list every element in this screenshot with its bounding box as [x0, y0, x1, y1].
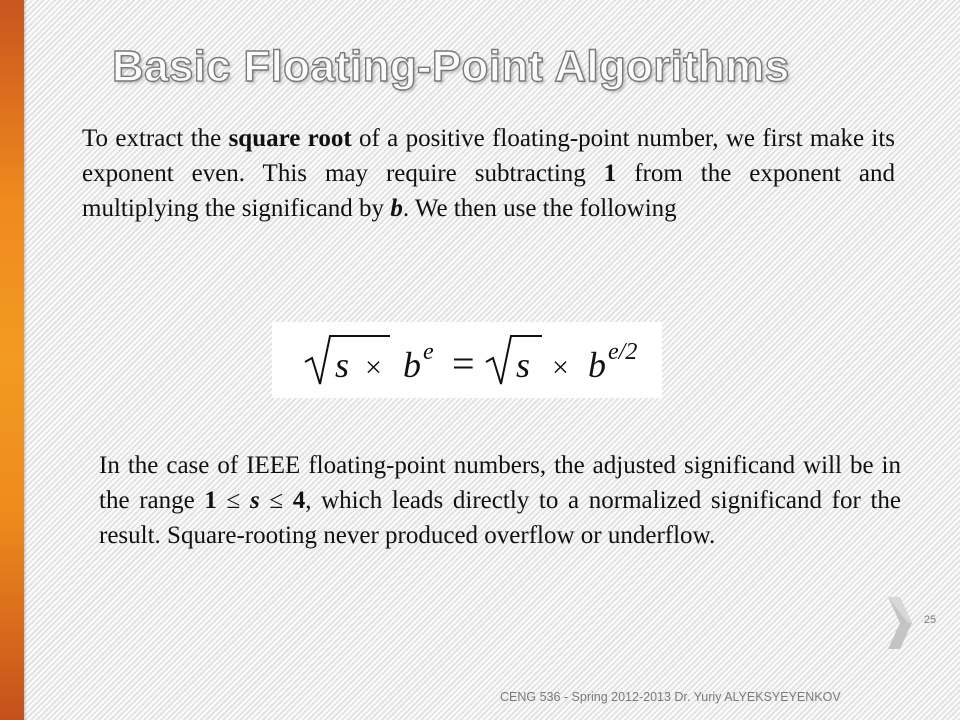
footer-text: CENG 536 - Spring 2012-2013 Dr. Yuriy ALYEKSYEYENKOV: [500, 690, 841, 704]
square-root-formula: [272, 322, 662, 398]
slide-number: 25: [923, 614, 937, 626]
formula-b1: b: [403, 345, 421, 385]
square-root-term: square root: [228, 125, 352, 152]
formula-times1: ×: [365, 351, 382, 384]
formula-b2: b: [588, 345, 606, 385]
slide-title: Basic Floating-Point Algorithms: [112, 42, 790, 91]
formula-s1: s: [335, 345, 350, 385]
formula-times2: ×: [552, 351, 569, 384]
intro-paragraph: To extract the square root of a positive floating-point number, we first make its exponent even. This may require subtracting 1 from the exponent and multiplying the significand by b. We then use the following: [82, 125, 896, 222]
formula-e2: e/2: [608, 339, 638, 365]
radical-sign: [486, 336, 542, 384]
formula-s2: s: [516, 345, 531, 385]
formula-e1: e: [423, 339, 434, 365]
ieee-paragraph: In the case of IEEE floating-point numbers, the adjusted significand will be in the range 1 ≤ s ≤ 4, which leads directly to a normalized significand for the result. Square-rooting never produced overflow or underflow.: [99, 452, 901, 549]
orange-sidebar: [0, 0, 24, 720]
formula-equals: =: [452, 341, 475, 386]
next-slide-chevron-icon[interactable]: [884, 595, 914, 656]
